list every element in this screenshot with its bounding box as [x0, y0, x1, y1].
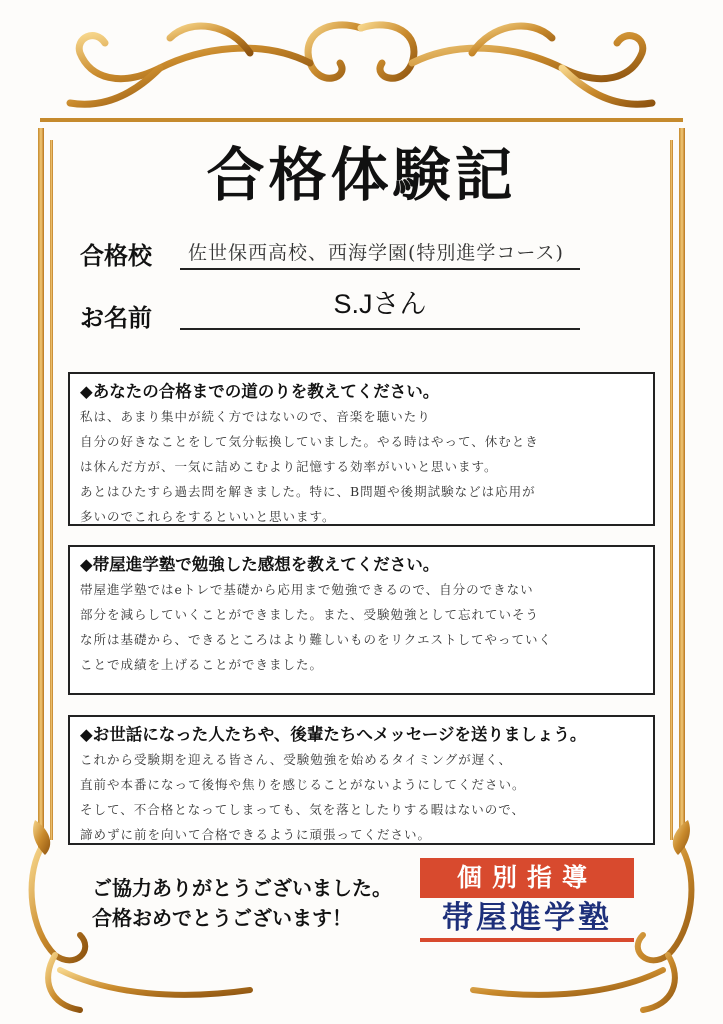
answer-line: あとはひたすら過去問を解きました。特に、B問題や後期試験などは応用が: [80, 484, 536, 499]
answer-line: 諦めずに前を向いて合格できるように頑張ってください。: [80, 827, 432, 842]
question-1-text: ◆あなたの合格までの道のりを教えてください。: [80, 382, 440, 401]
thanks-line-1: ご協力ありがとうございました。: [92, 876, 392, 900]
answer-1: [70, 402, 653, 529]
answer-line: 多いのでこれらをするといいと思います。: [80, 509, 336, 524]
question-box-2: [68, 545, 655, 695]
answer-3: [70, 745, 653, 847]
top-ornament-icon: [40, 8, 683, 128]
name-value: S.Jさん: [180, 282, 580, 330]
answer-line: 直前や本番になって後悔や焦りを感じることがないようにしてください。: [80, 777, 526, 792]
answer-line: 部分を減らしていくことができました。また、受験勉強として忘れていそう: [80, 607, 540, 622]
question-box-3: [68, 715, 655, 845]
name-label: お名前: [80, 304, 152, 332]
frame-right-outer: [679, 128, 685, 848]
frame-left-inner: [50, 140, 53, 840]
frame-left-outer: [38, 128, 44, 848]
frame-right-inner: [670, 140, 673, 840]
question-2-text: ◆帯屋進学塾で勉強した感想を教えてください。: [80, 555, 440, 574]
thanks-line-2: 合格おめでとうございます！: [92, 906, 352, 930]
answer-2: [70, 575, 653, 677]
logo-banner-top: 個別指導: [420, 858, 634, 898]
answer-line: 自分の好きなことをして気分転換していました。やる時はやって、休むとき: [80, 434, 539, 449]
answer-line: そして、不合格となってしまっても、気を落としたりする暇はないので、: [80, 802, 526, 817]
school-value: 佐世保西高校、西海学園(特別進学コース): [180, 238, 580, 270]
answer-line: は休んだ方が、一気に詰めこむより記憶する効率がいいと思います。: [80, 459, 498, 474]
answer-line: 帯屋進学塾ではeトレで基礎から応用まで勉強できるので、自分のできない: [80, 582, 534, 597]
question-box-1: [68, 372, 655, 526]
question-3-text: ◆お世話になった人たちや、後輩たちへメッセージを送りましょう。: [80, 725, 587, 744]
page-title: 合格体験記: [206, 141, 517, 209]
answer-line: これから受験期を迎える皆さん、受験勉強を始めるタイミングが遅く、: [80, 752, 513, 767]
answer-line: ことで成績を上げることができました。: [80, 657, 324, 672]
logo-school-name: 帯屋進学塾: [420, 898, 634, 942]
school-label: 合格校: [80, 242, 152, 270]
answer-line: な所は基礎から、できるところはより難しいものをリクエストしてやっていく: [80, 632, 553, 647]
answer-line: 私は、あまり集中が続く方ではないので、音楽を聴いたり: [80, 409, 431, 424]
